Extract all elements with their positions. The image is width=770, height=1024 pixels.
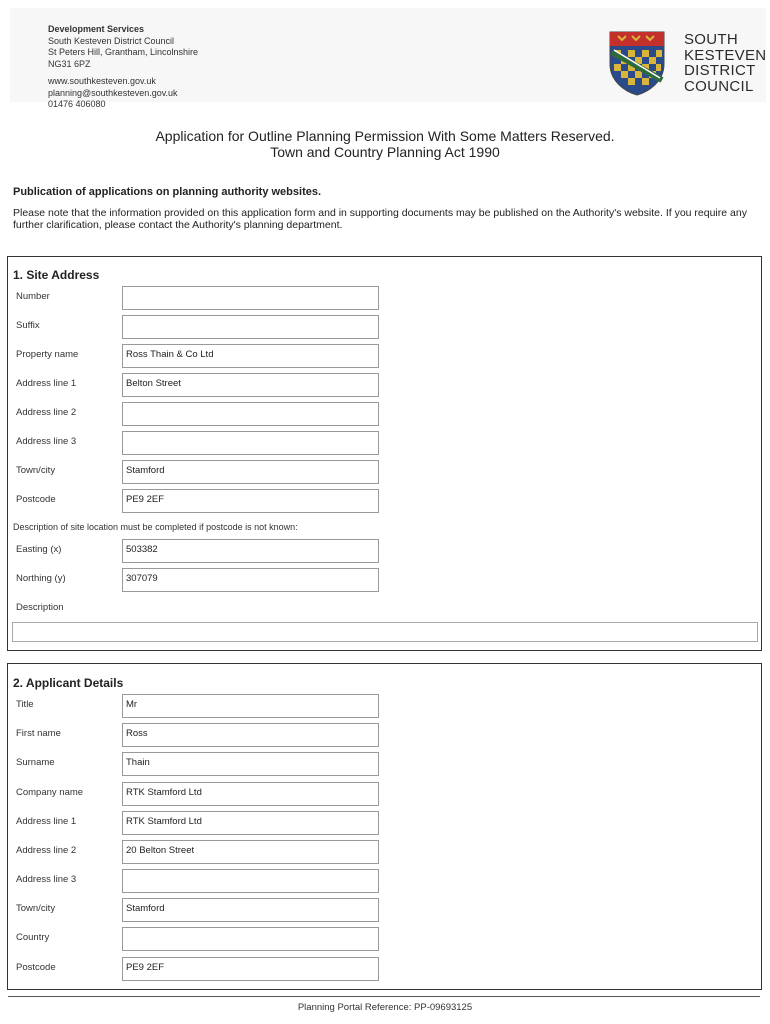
email-text: planning@southkesteven.gov.uk	[48, 87, 178, 98]
applicant-country-input[interactable]	[122, 927, 379, 951]
applicant-town-input[interactable]: Stamford	[122, 898, 379, 922]
field-label: Company name	[16, 787, 84, 798]
footer-divider	[8, 996, 760, 997]
publication-notice: Please note that the information provided on this application form and in supporting documents may be published on the Authority's website. If you require any further clarification, please contact the Authority's planning department.	[13, 207, 747, 231]
org-name: Development Services	[48, 24, 145, 34]
field-label: Address line 1	[16, 816, 77, 827]
field-label: Northing (y)	[16, 573, 66, 584]
applicant-postcode-input[interactable]: PE9 2EF	[122, 957, 379, 981]
site-town-input[interactable]: Stamford	[122, 460, 379, 484]
easting-input[interactable]: 503382	[122, 539, 379, 563]
council-name-logotype: SOUTH KESTEVEN DISTRICT COUNCIL	[684, 31, 767, 95]
field-label: Country	[16, 932, 50, 943]
field-label: Description	[16, 602, 64, 613]
field-label: Town/city	[16, 465, 56, 476]
field-label: Postcode	[16, 962, 56, 973]
field-label: Suffix	[16, 320, 40, 331]
site-suffix-input[interactable]	[122, 315, 379, 339]
form-title-line-2: Town and Country Planning Act 1990	[270, 144, 500, 160]
company-name-input[interactable]: RTK Stamford Ltd	[122, 782, 379, 806]
section-title: 1. Site Address	[13, 268, 100, 282]
field-label: Postcode	[16, 494, 56, 505]
first-name-input[interactable]: Ross	[122, 723, 379, 747]
website-text: www.southkesteven.gov.uk	[48, 76, 156, 86]
field-label: First name	[16, 728, 61, 739]
field-label: Number	[16, 291, 50, 302]
applicant-address-line-2-input[interactable]: 20 Belton Street	[122, 840, 379, 864]
letterhead	[10, 8, 767, 109]
field-label: Property name	[16, 349, 79, 360]
field-label: Address line 3	[16, 874, 77, 885]
northing-input[interactable]: 307079	[122, 568, 379, 592]
site-address-line-3-input[interactable]	[122, 431, 379, 455]
site-address-line-1-input[interactable]: Belton Street	[122, 373, 379, 397]
site-number-input[interactable]	[122, 286, 379, 310]
address-line: NG31 6PZ	[48, 58, 91, 69]
form-title	[0, 128, 770, 160]
field-label: Address line 3	[16, 436, 77, 447]
portal-reference: Planning Portal Reference: PP-09693125	[297, 1002, 473, 1013]
field-label: Surname	[16, 757, 55, 768]
site-postcode-input[interactable]: PE9 2EF	[122, 489, 379, 513]
form-title-line-1: Application for Outline Planning Permission With Some Matters Reserved.	[155, 128, 615, 144]
applicant-address-line-3-input[interactable]	[122, 869, 379, 893]
publication-heading: Publication of applications on planning authority websites.	[13, 186, 322, 198]
field-label: Address line 2	[16, 845, 77, 856]
address-line: St Peters Hill, Grantham, Lincolnshire	[48, 47, 199, 57]
field-label: Address line 1	[16, 378, 77, 389]
site-address-line-2-input[interactable]	[122, 402, 379, 426]
field-label: Easting (x)	[16, 544, 62, 555]
field-label: Title	[16, 699, 34, 710]
field-label: Town/city	[16, 903, 56, 914]
applicant-details-section	[7, 663, 762, 990]
org-address-block	[48, 24, 198, 111]
site-description-input[interactable]	[12, 622, 758, 642]
council-crest-logo	[608, 30, 666, 96]
surname-input[interactable]: Thain	[122, 752, 379, 776]
section-title: 2. Applicant Details	[13, 676, 124, 690]
phone-text: 01476 406080	[48, 99, 106, 109]
location-note: Description of site location must be completed if postcode is not known:	[13, 522, 298, 532]
site-address-section	[7, 256, 762, 651]
applicant-title-input[interactable]: Mr	[122, 694, 379, 718]
address-line: South Kesteven District Council	[48, 35, 175, 46]
field-label: Address line 2	[16, 407, 77, 418]
applicant-address-line-1-input[interactable]: RTK Stamford Ltd	[122, 811, 379, 835]
property-name-input[interactable]: Ross Thain & Co Ltd	[122, 344, 379, 368]
